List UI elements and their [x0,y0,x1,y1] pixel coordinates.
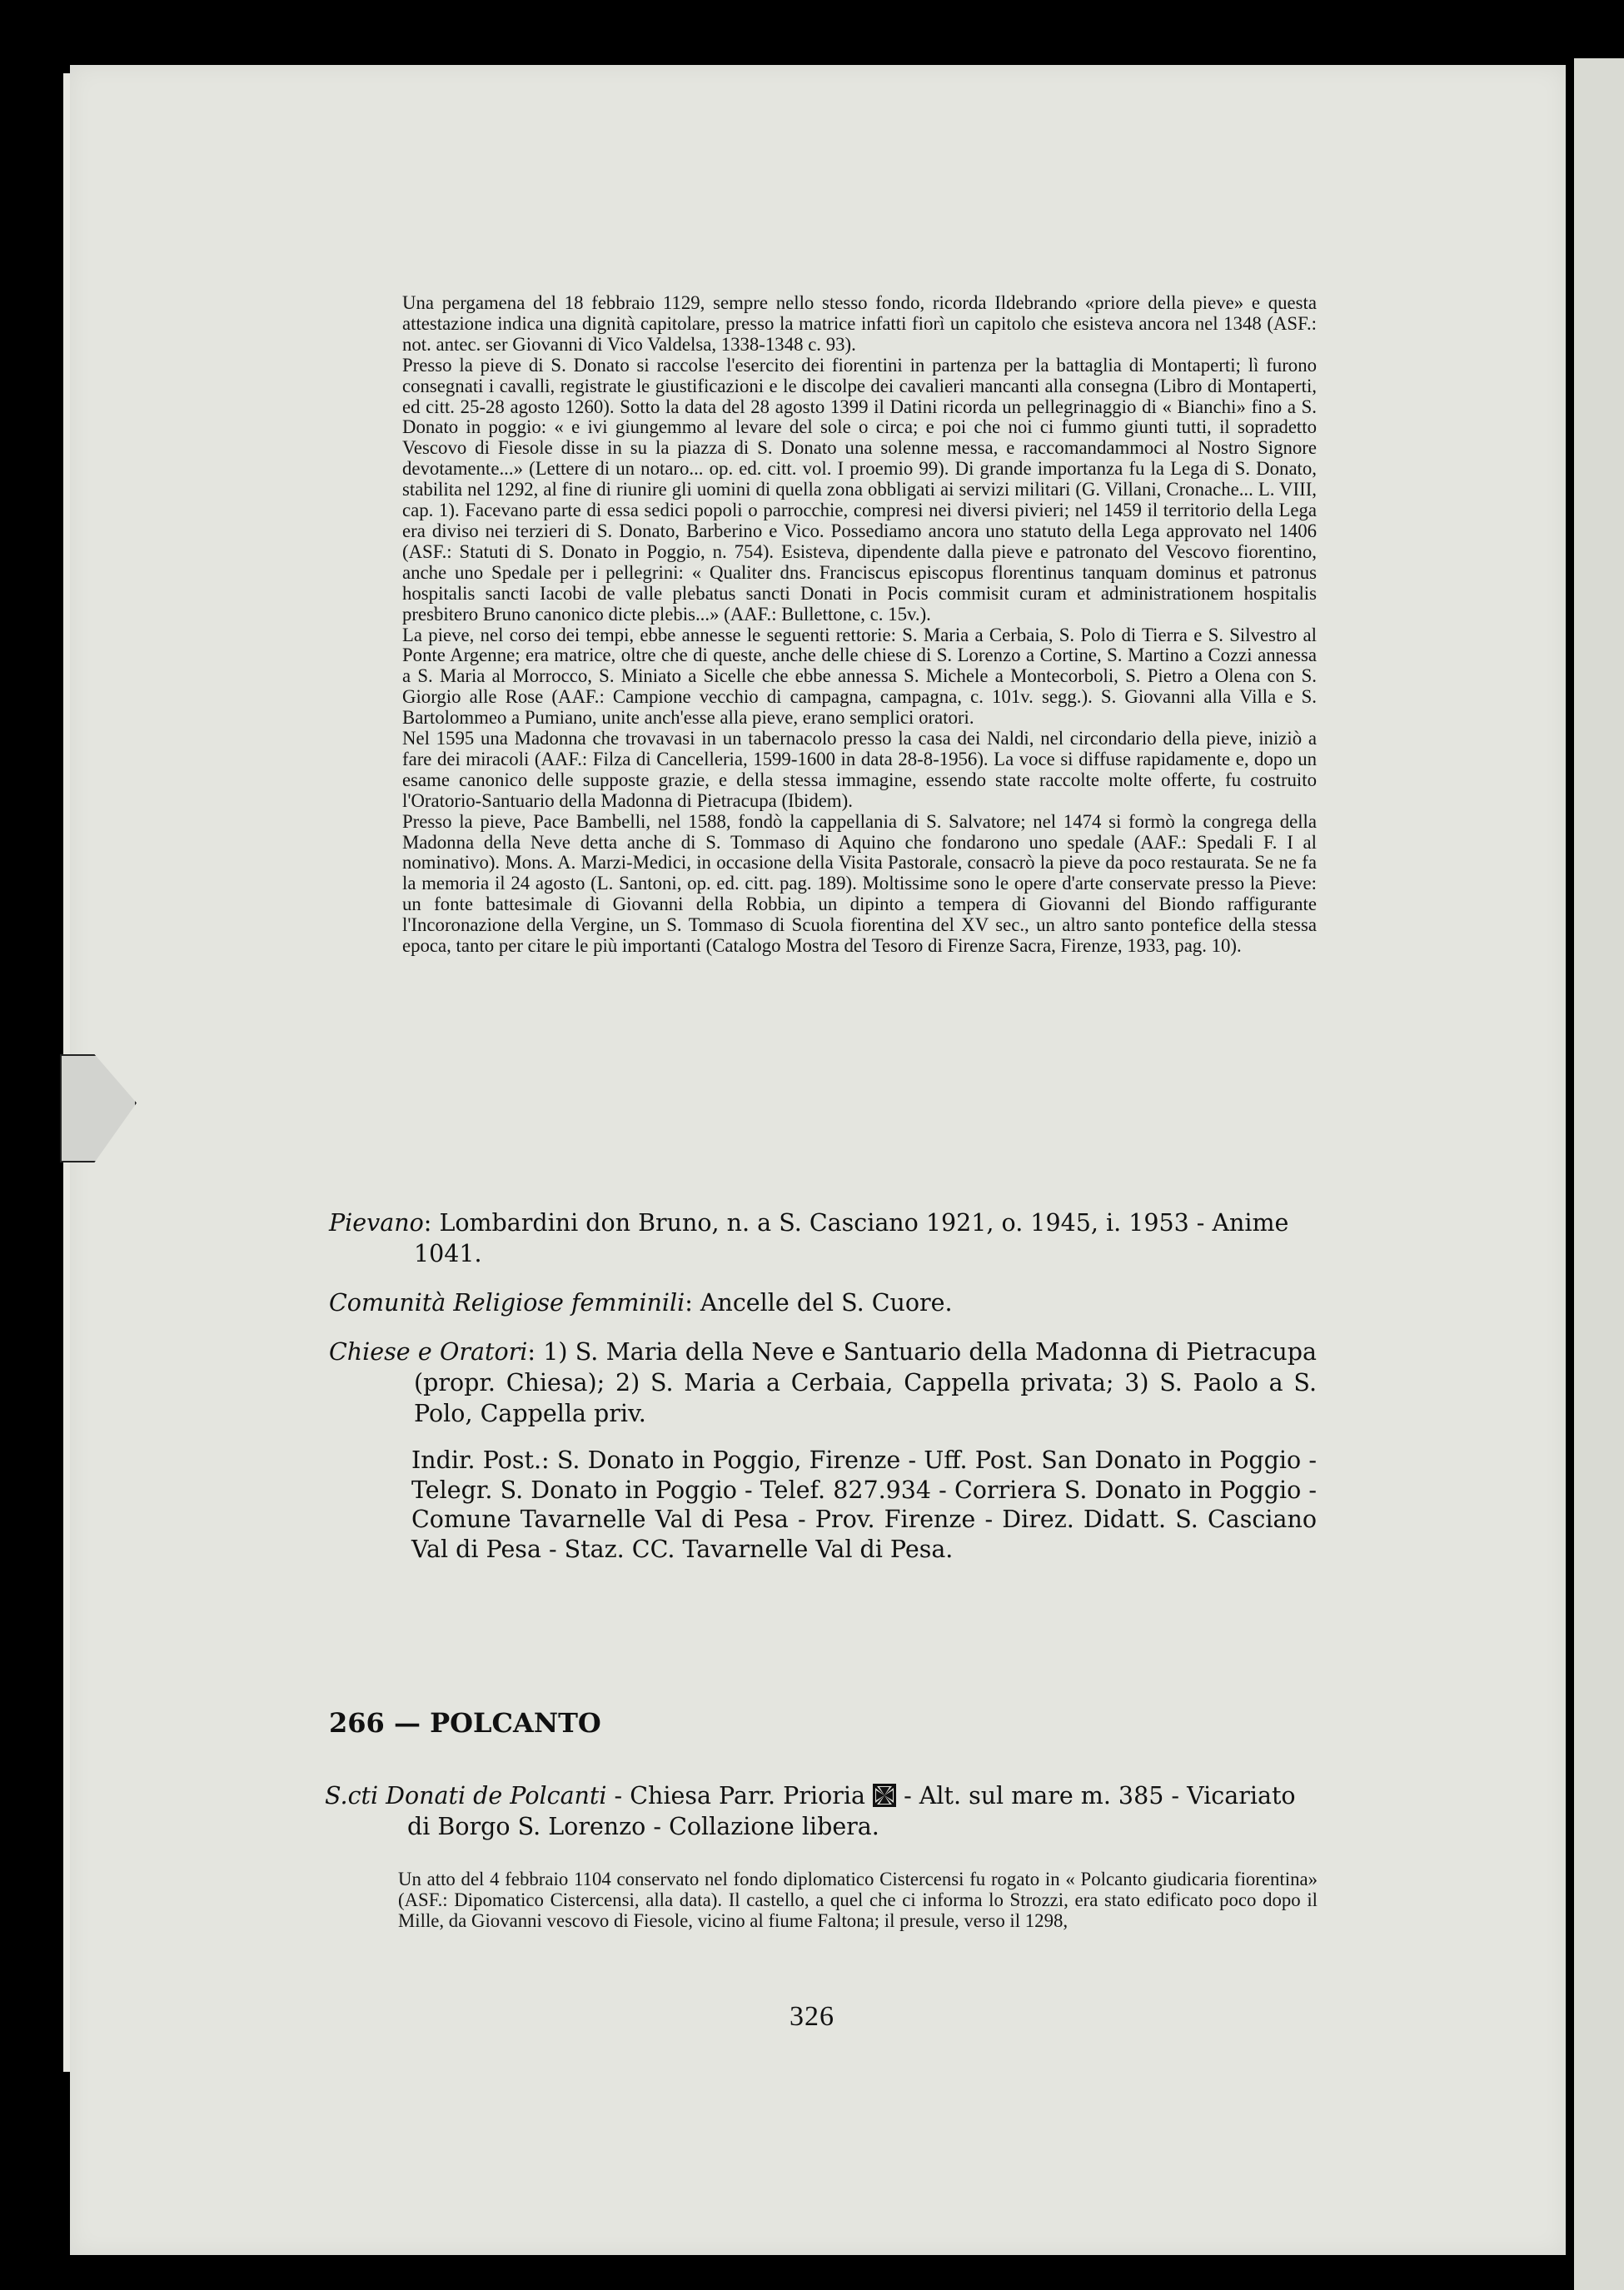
pievano-entry: Pievano: Lombardini don Bruno, n. a S. Casciano 1921, o. 1945, i. 1953 - Anime 1041. [329,1209,1289,1267]
chiese-label: Chiese e Oratori [329,1338,528,1366]
page-number: 326 [790,2001,834,2032]
maltese-cross-icon [873,1784,896,1807]
postal-address: Indir. Post.: S. Donato in Poggio, Firenze - Uff. Post. San Donato in Poggio - Telegr. S. Donato in Poggio - Telef. 827.934 - Corriera S. Donato in Poggio - Comune Tavarnelle Val di Pesa - Prov. Firenze - Direz. Didatt. S. Casciano Val di Pesa - Staz. CC. Tavarnelle Val di Pesa. [411,1446,1317,1563]
polcanto-note: Un atto del 4 febbraio 1104 conservato nel fondo diplomatico Cistercensi fu rogato in « Polcanto giudicaria fiorentina» (ASF.: Dipomatico Cistercensi, alla data). Il castello, a quel che ci informa lo Strozzi, era stato edificato poco dopo il Mille, da Giovanni vescovo di Fiesole, vicino al fiume Faltona; il presule, verso il 1298, [398,1869,1318,1931]
next-page-edge [1574,58,1624,2290]
chiese-entry: Chiese e Oratori: 1) S. Maria della Neve e Santuario della Madonna di Pietracupa (propr. Chiesa); 2) S. Maria a Cerbaia, Cappella privata; 3) S. Paolo a S. Polo, Cappella priv. [329,1338,1317,1427]
pievano-label: Pievano [329,1209,424,1237]
note-paragraph: La pieve, nel corso dei tempi, ebbe annesse le seguenti rettorie: S. Maria a Cerbaia, S. Polo di Tierra e S. Silvestro al Ponte Argenne; era matrice, oltre che di queste, anche delle chiese di S. Lorenzo a Cortine, S. Martino a Cozzi annessa a S. Maria al Morrocco, S. Miniato a Sicelle che ebbe annessa S. Michele a Montecorboli, S. Pietro a Olena con S. Giorgio alle Rose (AAF.: Campione vecchio di campagna, campagna, c. 101v. segg.). S. Giovanni alla Villa e S. Bartolommeo a Pumiano, unite anch'esse alla pieve, erano semplici oratori. [402,624,1317,729]
church-line [325,1780,1318,1842]
comunita-text: Ancelle del S. Cuore. [700,1289,953,1317]
polcanto-entry [325,1780,1318,1842]
chiese-text: 1) S. Maria della Neve e Santuario della Madonna di Pietracupa (propr. Chiesa); 2) S. Maria a Cerbaia, Cappella privata; 3) S. Paolo a S. Polo, Cappella priv. [414,1338,1317,1427]
church-text-a: - Chiesa Parr. Prioria [614,1782,865,1810]
church-text-b: - Alt. sul mare m. 385 - Vicariato di Borgo S. Lorenzo - Collazione libera. [407,1782,1296,1840]
note-paragraph: Presso la pieve, Pace Bambelli, nel 1588, fondò la cappellania di S. Salvatore; nel 1474 si formò la congrega della Madonna della Neve detta anche di S. Tommaso di Aquino che fondarono uno spedale (AAF.: Spedali F. I al nominativo). Mons. A. Marzi-Medici, in occasione della Visita Pastorale, consacrò la pieve da poco restaurata. Se ne fa la memoria il 24 agosto (L. Santoni, op. ed. citt. pag. 189). Moltissime sono le opere d'arte conservate presso la Pieve: un fonte battesimale di Giovanni della Robbia, un dipinto a tempera di Giovanni del Biondo raffigurante l'Incoronazione della Vergine, un S. Tommaso di Scuola fiorentina del XV sec., un altro santo pontefice della stessa epoca, tanto per citare le più importanti (Catalogo Mostra del Tesoro di Firenze Sacra, Firenze, 1933, pag. 10). [402,810,1317,957]
note-paragraph: Nel 1595 una Madonna che trovavasi in un tabernacolo presso la casa dei Naldi, nel circondario della pieve, iniziò a fare dei miracoli (AAF.: Filza di Cancelleria, 1599-1600 in data 28-8-1956). La voce si diffuse rapidamente e, dopo un esame canonico delle supposte grazie, e della stessa immagine, essendo state raccolte molte offerte, fu costruito l'Oratorio-Santuario della Madonna di Pietracupa (Ibidem). [402,728,1317,811]
church-name: S.cti Donati de Polcanti [325,1782,607,1810]
section-heading: 266 — POLCANTO [329,1707,601,1739]
historical-note [402,293,1317,957]
comunita-label: Comunità Religiose femminili [329,1289,685,1317]
pievano-text: Lombardini don Bruno, n. a S. Casciano 1921, o. 1945, i. 1953 - Anime 1041. [414,1209,1289,1267]
note-paragraph: Una pergamena del 18 febbraio 1129, sempre nello stesso fondo, ricorda Ildebrando «priore della pieve» e questa attestazione indica una dignità capitolare, presso la matrice infatti fiorì un capitolo che esisteva ancora nel 1348 (ASF.: not. antec. ser Giovanni di Vico Valdelsa, 1338-1348 c. 93). [402,292,1317,355]
note-paragraph: Presso la pieve di S. Donato si raccolse l'esercito dei fiorentini in partenza per la battaglia di Montaperti; lì furono consegnati i cavalli, registrate le giustificazioni e le discolpe dei cavalieri mancanti alla consegna (Libro di Montaperti, ed citt. 25-28 agosto 1260). Sotto la data del 28 agosto 1399 il Datini ricorda un pellegrinaggio di « Bianchi» fino a S. Donato in poggio: « e ivi giungemmo al levare del sole o circa; e poi che noi ci fummo giunti tutti, il sopradetto Vescovo di Fiesole disse in su la piazza di S. Donato una solenne messa, e raccomandammoci al Nostro Signore devotamente...» (Lettere di un notaro... op. ed. citt. vol. I proemio 99). Di grande importanza fu la Lega di S. Donato, stabilita nel 1292, al fine di riunire gli uomini di quella zona obbligati ai servizi militari (G. Villani, Cronache... L. VIII, cap. 1). Facevano parte di essa sedici popoli o parrocchie, compresi nei diversi pivieri; nel 1459 il territorio della Lega era diviso nei terzieri di S. Donato, Barberino e Vico. Possediamo ancora uno statuto della Lega approvato nel 1406 (ASF.: Statuti di S. Donato in Poggio, n. 754). Esisteva, dipendente dalla pieve e patronato del Vescovo fiorentino, anche uno Spedale per i pellegrini: « Qualiter dns. Franciscus episcopus florentinus tanquam dominus et patronus hospitalis sancti Iacobi de valle plebatus sancti Donati in Pocis commisit curam et administrationem hospitalis presbitero Bruno canonico dicte plebis...» (AAF.: Bullettone, c. 15v.). [402,354,1317,625]
parish-entries [329,1207,1317,1564]
comunita-entry: Comunità Religiose femminili: Ancelle del S. Cuore. [329,1289,953,1317]
